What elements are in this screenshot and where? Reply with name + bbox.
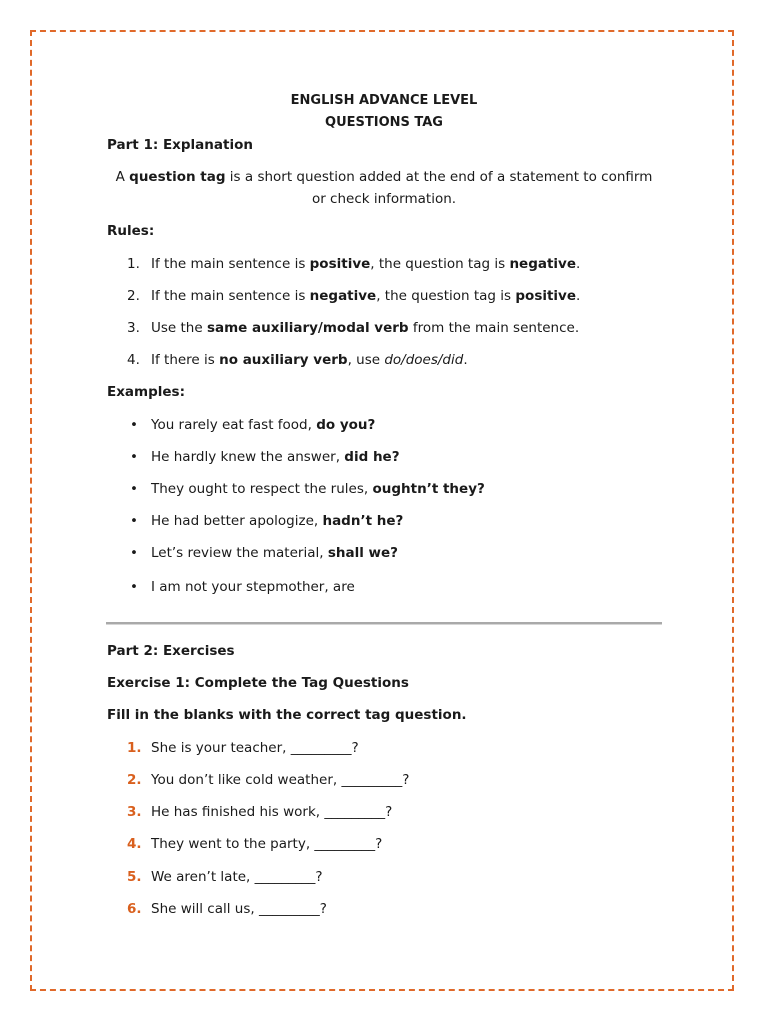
rule-number: 2. xyxy=(127,288,140,304)
rule-text: . xyxy=(576,256,581,272)
exercise-text: You don’t like cold weather, _________? xyxy=(151,772,410,788)
rule-item xyxy=(127,288,580,304)
example-tag: shall we? xyxy=(327,545,398,561)
rule-emphasis: positive xyxy=(515,288,577,304)
example-item xyxy=(127,449,400,465)
rules-heading: Rules: xyxy=(107,223,155,239)
exercise-text: She will call us, _________? xyxy=(151,901,327,917)
exercise-number: 5. xyxy=(127,869,142,885)
rule-emphasis: same auxiliary/modal verb xyxy=(206,320,409,336)
rule-text: If there is xyxy=(151,352,220,368)
rule-emphasis: negative xyxy=(309,288,377,304)
definition-rest: is a short question added at the end of a statement to confirm or check information. xyxy=(225,169,653,207)
rule-emphasis: positive xyxy=(309,256,371,272)
rule-text: from the main sentence. xyxy=(408,320,580,336)
definition-paragraph xyxy=(107,166,661,210)
example-item xyxy=(127,417,375,433)
rule-text: , use xyxy=(347,352,385,368)
rule-item xyxy=(127,320,579,336)
definition-term: question tag xyxy=(129,169,226,185)
exercise-text: He has finished his work, _________? xyxy=(151,804,393,820)
rule-text: . xyxy=(576,288,581,304)
example-item xyxy=(127,481,485,497)
example-text: You rarely eat fast food, xyxy=(151,417,317,433)
exercise-number: 3. xyxy=(127,804,142,820)
examples-heading: Examples: xyxy=(107,384,185,400)
rule-text: , the question tag is xyxy=(370,256,510,272)
rule-number: 3. xyxy=(127,320,140,336)
example-text: He had better apologize, xyxy=(151,513,323,529)
exercise-text: She is your teacher, _________? xyxy=(151,740,359,756)
exercise-instruction: Fill in the blanks with the correct tag question. xyxy=(107,707,467,723)
bullet-icon: • xyxy=(130,545,138,561)
example-text: They ought to respect the rules, xyxy=(151,481,373,497)
document-subtitle: QUESTIONS TAG xyxy=(325,115,443,130)
rule-number: 1. xyxy=(127,256,140,272)
example-tag: do you? xyxy=(316,417,376,433)
rule-text: Use the xyxy=(151,320,207,336)
example-text: I am not your stepmother, are xyxy=(151,579,355,595)
rule-number: 4. xyxy=(127,352,140,368)
document-title: ENGLISH ADVANCE LEVEL xyxy=(290,93,478,108)
rule-text: . xyxy=(463,352,468,368)
example-tag: oughtn’t they? xyxy=(372,481,485,497)
rule-text: If the main sentence is xyxy=(151,288,310,304)
exercise-item xyxy=(127,901,327,917)
rule-emphasis: no auxiliary verb xyxy=(219,352,348,368)
exercise-heading: Exercise 1: Complete the Tag Questions xyxy=(107,675,409,691)
bullet-icon: • xyxy=(130,449,138,465)
rule-item xyxy=(127,256,580,272)
rule-text: If the main sentence is xyxy=(151,256,310,272)
bullet-icon: • xyxy=(130,481,138,497)
exercise-item xyxy=(127,804,392,820)
bullet-icon: • xyxy=(130,417,138,433)
part2-heading: Part 2: Exercises xyxy=(107,643,235,659)
example-item xyxy=(127,545,398,561)
example-text: Let’s review the material, xyxy=(151,545,328,561)
rule-item xyxy=(127,352,468,368)
exercise-number: 4. xyxy=(127,836,142,852)
exercise-item xyxy=(127,772,409,788)
rule-text: , the question tag is xyxy=(376,288,516,304)
rule-italic: do/does/did xyxy=(384,352,464,368)
part1-heading: Part 1: Explanation xyxy=(107,137,253,153)
exercise-item xyxy=(127,836,382,852)
example-tag: did he? xyxy=(344,449,400,465)
bullet-icon: • xyxy=(130,513,138,529)
exercise-text: We aren’t late, _________? xyxy=(151,869,323,885)
exercise-item xyxy=(127,869,323,885)
example-item xyxy=(127,579,355,595)
definition-pre: A xyxy=(115,169,130,185)
bullet-icon: • xyxy=(130,579,138,595)
example-tag: hadn’t he? xyxy=(322,513,404,529)
exercise-number: 2. xyxy=(127,772,142,788)
section-divider xyxy=(106,622,662,625)
rule-emphasis: negative xyxy=(509,256,577,272)
example-item xyxy=(127,513,403,529)
exercise-text: They went to the party, _________? xyxy=(151,836,383,852)
example-text: He hardly knew the answer, xyxy=(151,449,345,465)
exercise-number: 6. xyxy=(127,901,142,917)
exercise-number: 1. xyxy=(127,740,142,756)
exercise-item xyxy=(127,740,359,756)
